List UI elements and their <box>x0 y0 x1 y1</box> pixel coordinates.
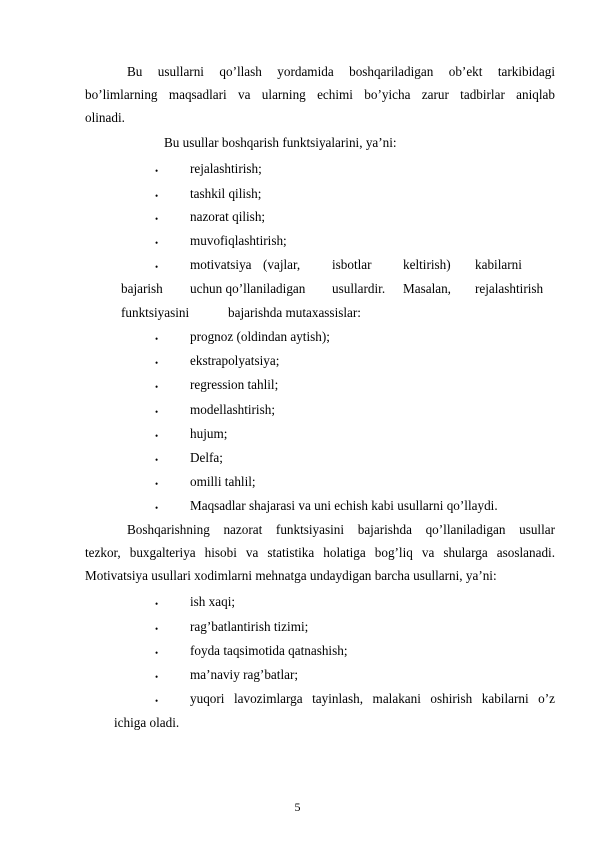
last-item-line2: ichiga oladi. <box>114 715 180 730</box>
bullet: • <box>155 431 159 441</box>
bullet: • <box>155 503 159 513</box>
bullet: • <box>155 238 159 248</box>
para1-line1: Bu usullarni qo’llash yordamida boshqariladigan ob’ekt tarkibidagi <box>127 64 555 79</box>
motiv-word: bajarishda mutaxassislar: <box>228 305 361 320</box>
bullet: • <box>155 166 159 176</box>
last-item-line1: yuqori lavozimlarga tayinlash, malakani oshirish kabilarni o’z <box>190 691 555 706</box>
para1-line3: olinadi. <box>85 110 125 125</box>
list-item: regression tahlil; <box>190 377 279 392</box>
page-number: 5 <box>294 800 301 814</box>
list-item: ekstrapolyatsiya; <box>190 353 280 368</box>
bullet: • <box>155 358 159 368</box>
list-item: omilli tahlil; <box>190 474 256 489</box>
motiv-word: motivatsiya <box>190 257 252 272</box>
list-item: rag’batlantirish tizimi; <box>190 619 309 634</box>
bullet: • <box>155 334 159 344</box>
list-item: hujum; <box>190 426 228 441</box>
list-item: rejalashtirish; <box>190 161 262 176</box>
bullet: • <box>155 696 159 706</box>
bullet: • <box>155 672 159 682</box>
list-item: foyda taqsimotida qatnashish; <box>190 643 348 658</box>
list-item: muvofiqlashtirish; <box>190 233 287 248</box>
para2-line3: Motivatsiya usullari xodimlarni mehnatga undaydigan barcha usullarni, ya’ni: <box>85 568 497 583</box>
list-item: Maqsadlar shajarasi va uni echish kabi usullarni qo’llaydi. <box>190 498 498 513</box>
motiv-word: usullardir. <box>332 281 386 296</box>
motiv-word: (vajlar, <box>263 257 301 272</box>
list-item: Delfa; <box>190 450 223 465</box>
motiv-word: kabilarni <box>475 257 522 272</box>
motiv-word: uchun qo’llaniladigan <box>190 281 306 296</box>
para1-line2: bo’limlarning maqsadlari va ularning echimi bo’yicha zarur tadbirlar aniqlab <box>85 87 555 102</box>
list-item: ish xaqi; <box>190 594 236 609</box>
bullet: • <box>155 191 159 201</box>
list-item: modellashtirish; <box>190 402 275 417</box>
motiv-word: rejalashtirish <box>475 281 544 296</box>
bullet: • <box>155 407 159 417</box>
list-item: prognoz (oldindan aytish); <box>190 329 330 344</box>
bullet: • <box>155 599 159 609</box>
bullet: • <box>155 455 159 465</box>
motiv-word: Masalan, <box>403 281 451 296</box>
para2-line2: tezkor, buxgalteriya hisobi va statistika holatiga bog’liq va shularga asoslanadi. <box>85 545 555 560</box>
bullet: • <box>155 262 159 272</box>
motiv-word: isbotlar <box>332 257 372 272</box>
motiv-word: funktsiyasini <box>121 305 190 320</box>
bullet: • <box>155 382 159 392</box>
bullet: • <box>155 479 159 489</box>
intro-line: Bu usullar boshqarish funktsiyalarini, ya’ni: <box>164 135 397 150</box>
bullet: • <box>155 624 159 634</box>
list-item: nazorat qilish; <box>190 209 266 224</box>
list-item: tashkil qilish; <box>190 186 262 201</box>
list-item: ma’naviy rag’batlar; <box>190 667 299 682</box>
para2-line1: Boshqarishning nazorat funktsiyasini bajarishda qo’llaniladigan usullar <box>127 522 555 537</box>
motiv-word: bajarish <box>121 281 163 296</box>
motiv-word: keltirish) <box>403 257 451 272</box>
bullet: • <box>155 214 159 224</box>
bullet: • <box>155 648 159 658</box>
